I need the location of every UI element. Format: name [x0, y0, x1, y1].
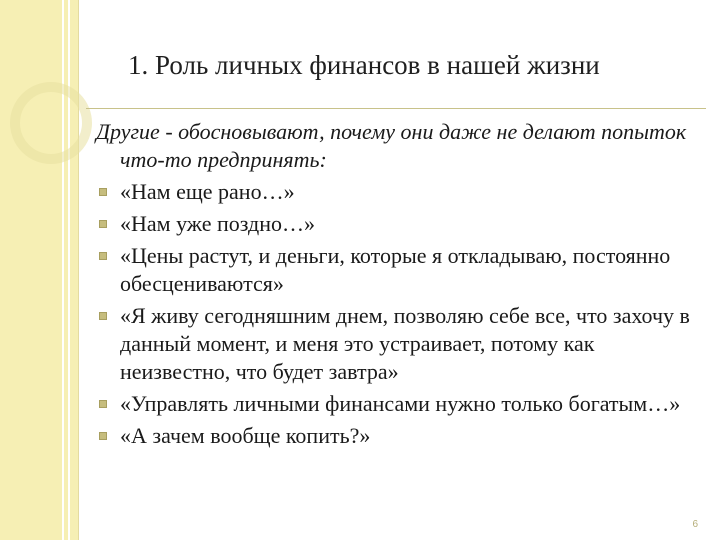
- square-bullet-icon: [99, 312, 107, 320]
- slide-content: [96, 118, 706, 454]
- bullet-text: «Цены растут, и деньги, которые я откладываю, постоянно обесцениваются»: [120, 243, 671, 296]
- bullet-text: «Управлять личными финансами нужно только богатым…»: [120, 391, 681, 416]
- band-stripe: [68, 0, 70, 540]
- square-bullet-icon: [99, 252, 107, 260]
- bullet-item: [96, 178, 706, 206]
- bullet-item: [96, 422, 706, 450]
- bullet-text: «Нам еще рано…»: [120, 179, 295, 204]
- decorative-circle: [10, 82, 92, 164]
- square-bullet-icon: [99, 400, 107, 408]
- square-bullet-icon: [99, 188, 107, 196]
- bullet-item: [96, 210, 706, 238]
- bullet-text: «А зачем вообще копить?»: [120, 423, 371, 448]
- bullet-item: [96, 390, 706, 418]
- band-stripe: [62, 0, 64, 540]
- decorative-side-band: [0, 0, 79, 540]
- title-divider: [86, 108, 706, 109]
- bullet-item: [96, 242, 706, 298]
- bullet-text: «Нам уже поздно…»: [120, 211, 315, 236]
- square-bullet-icon: [99, 432, 107, 440]
- slide-title: 1. Роль личных финансов в нашей жизни: [128, 50, 600, 80]
- square-bullet-icon: [99, 220, 107, 228]
- page-number: 6: [692, 519, 698, 530]
- bullet-list: [96, 178, 706, 450]
- bullet-text: «Я живу сегодняшним днем, позволяю себе все, что захочу в данный момент, и меня это устраивает, потому как неизвестно, что будет завтра»: [120, 303, 690, 384]
- bullet-item: [96, 302, 706, 386]
- intro-text: Другие - обосновывают, почему они даже не делают попыток что-то предпринять:: [96, 119, 687, 172]
